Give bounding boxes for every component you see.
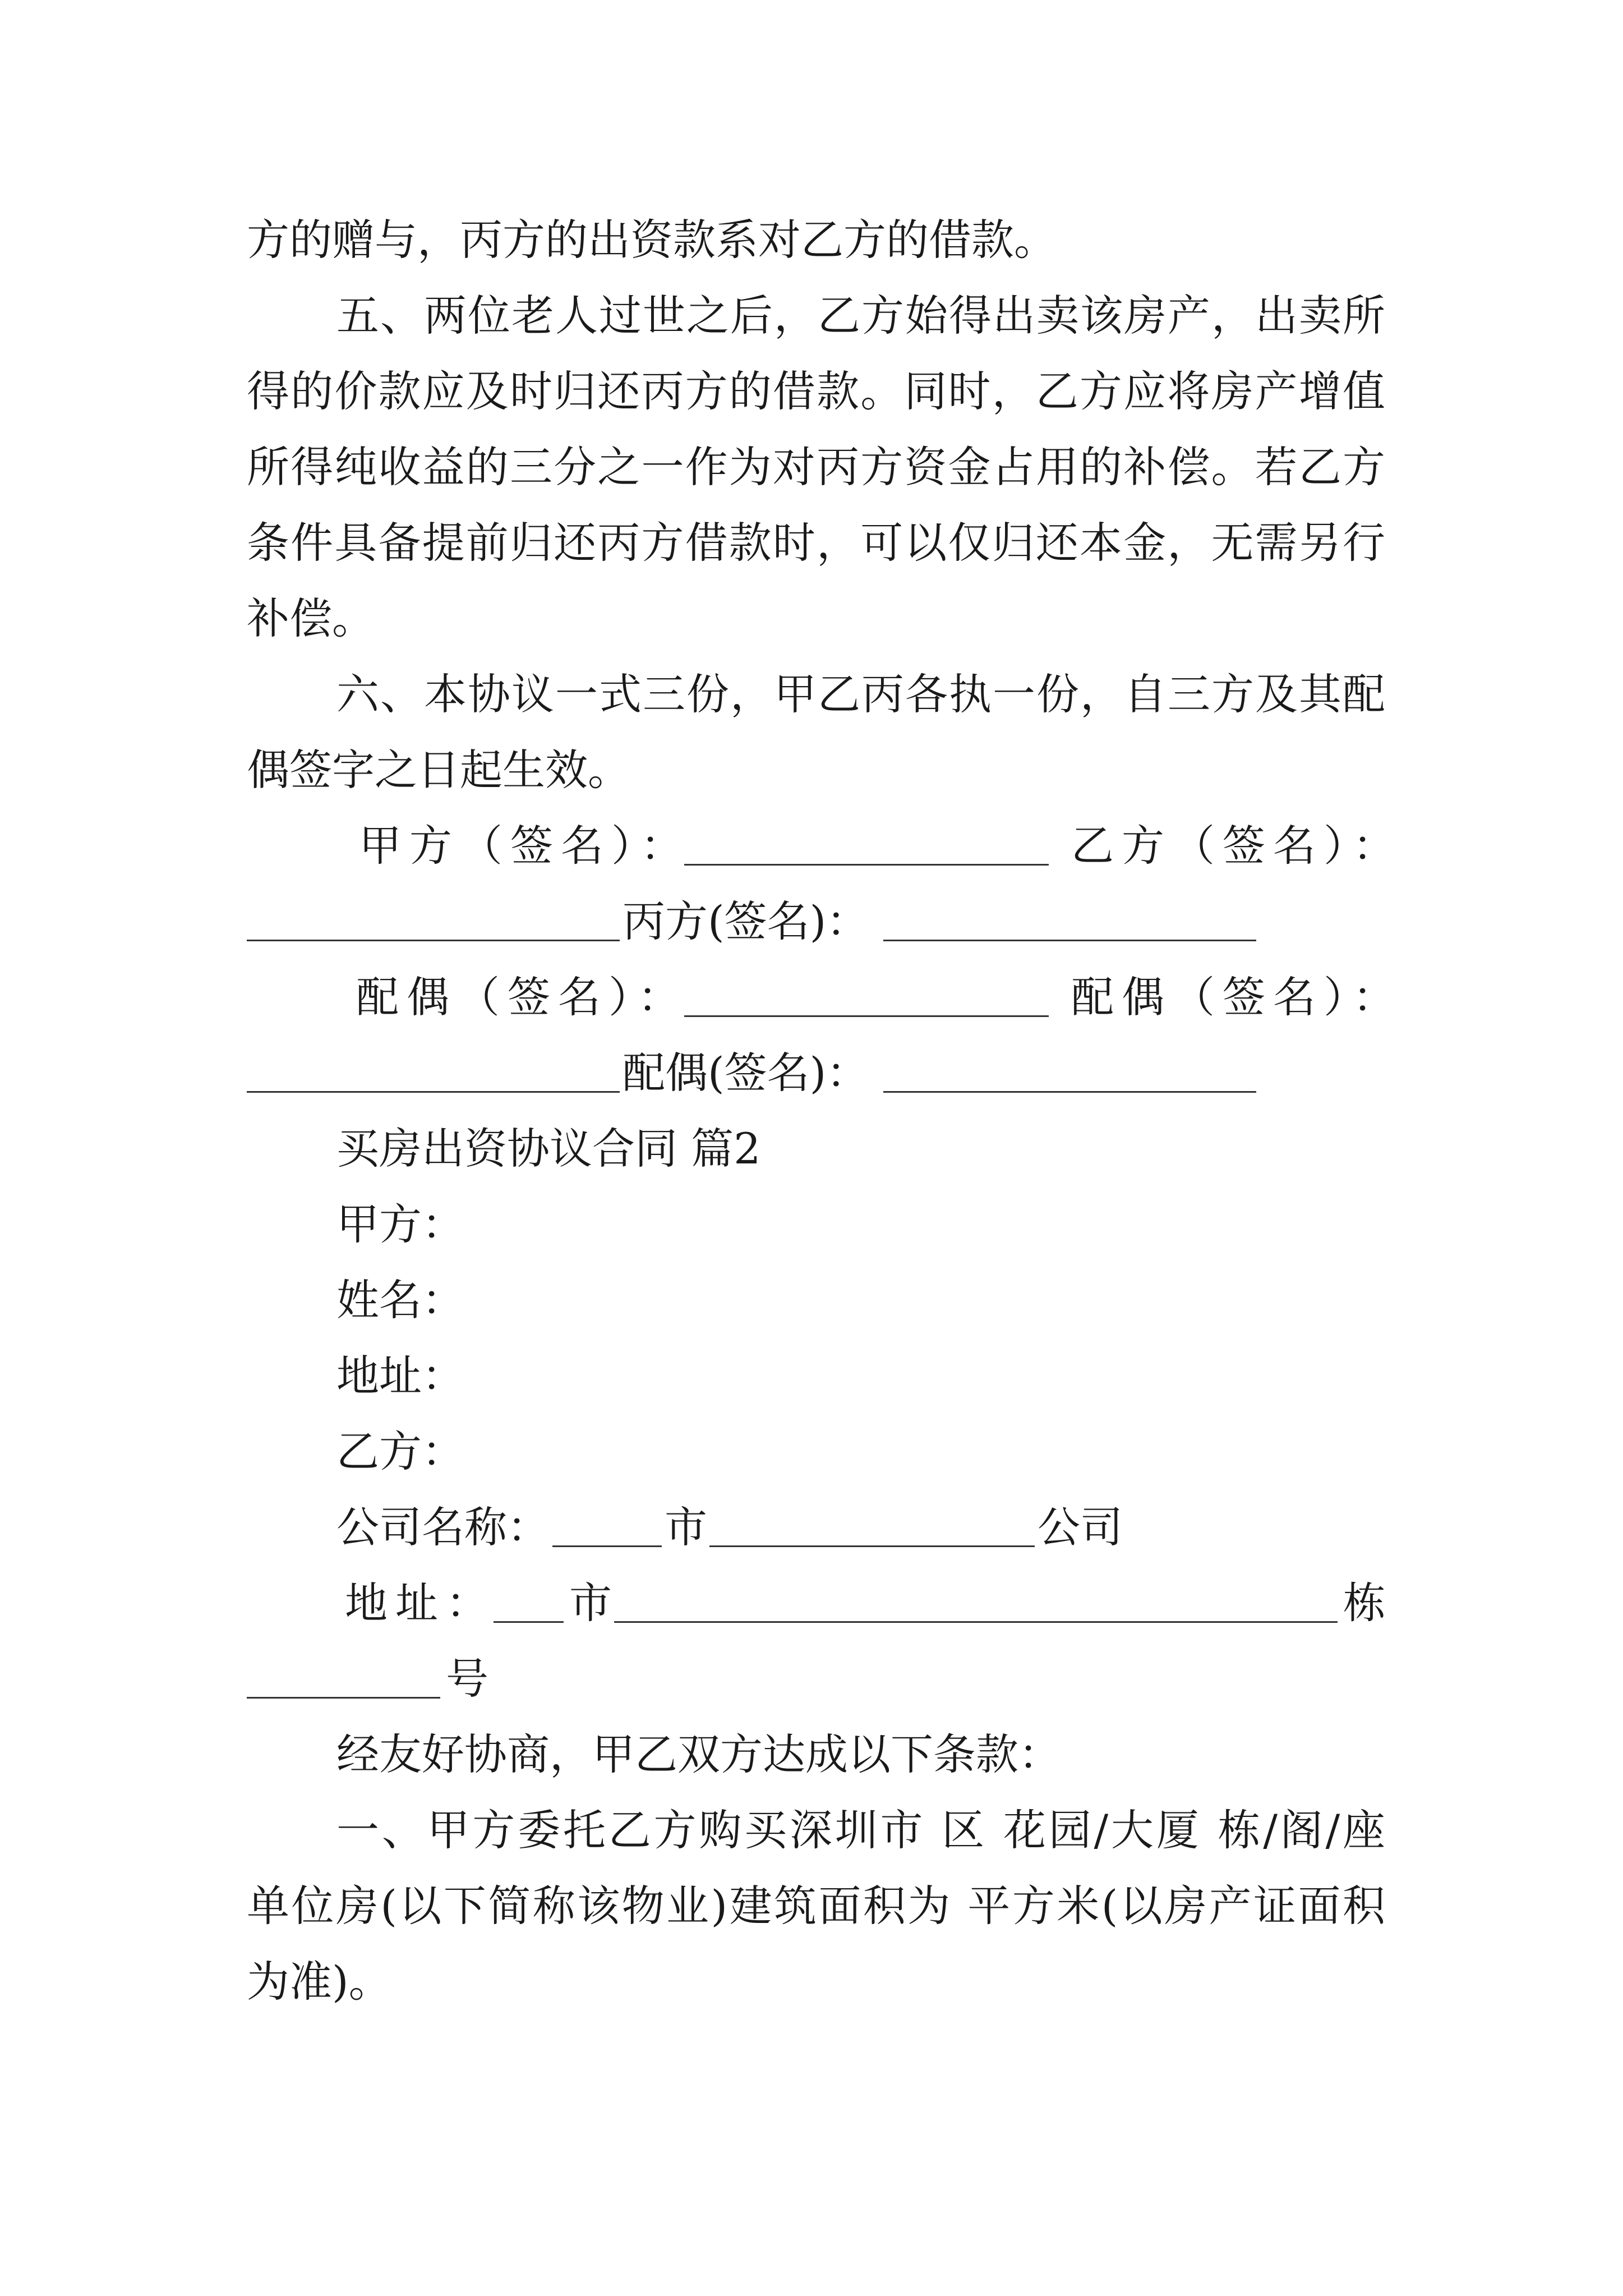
company-name-blank	[709, 1506, 1035, 1547]
clause-5-line-3: 所得纯收益的三分之一作为对丙方资金占用的补偿。若乙方	[247, 442, 1385, 492]
address-city-blank	[494, 1582, 564, 1623]
spouse-2-sign-blank	[247, 1052, 620, 1093]
clause-5-line-1: 五、两位老人过世之后，乙方始得出卖该房产，出卖所	[336, 291, 1385, 341]
address-street-blank	[614, 1582, 1338, 1623]
section-2-title: 买房出资协议合同 篇2	[336, 1124, 761, 1174]
company-city-blank	[552, 1506, 662, 1547]
address-label: 地址：	[345, 1578, 496, 1628]
party-b-sign-label: 乙方（签名）：	[1071, 821, 1403, 871]
address-field-label: 地址：	[336, 1351, 464, 1401]
spouse-3-sign-blank	[883, 1052, 1256, 1093]
clause-5-line-5: 补偿。	[247, 593, 375, 643]
company-name-label: 公司名称：	[336, 1502, 550, 1552]
text-line: 方的赠与，丙方的出资款系对乙方的借款。	[247, 215, 1057, 265]
name-field-label: 姓名：	[336, 1275, 464, 1325]
clause-5-line-4: 条件具备提前归还丙方借款时，可以仅归还本金，无需另行	[247, 518, 1385, 568]
section-2-clause-1-line-1: 一、甲方委托乙方购买深圳市 区 花园/大厦 栋/阁/座	[336, 1805, 1385, 1855]
section-2-clause-1-line-2: 单位房(以下简称该物业)建筑面积为 平方米(以房产证面积	[247, 1881, 1385, 1931]
clause-6-line-1: 六、本协议一式三份，甲乙丙各执一份，自三方及其配	[336, 669, 1385, 719]
section-2-clause-1-line-3: 为准)。	[247, 1957, 391, 2007]
clause-5-line-2: 得的价款应及时归还丙方的借款。同时，乙方应将房产增值	[247, 366, 1385, 416]
company-city-text: 市	[665, 1502, 707, 1552]
party-a-sign-blank	[684, 825, 1049, 866]
spouse-1-sign-label: 配偶（签名）：	[356, 972, 688, 1022]
spouse-3-sign-label: 配偶(签名)：	[623, 1048, 869, 1098]
company-suffix-text: 公司	[1038, 1502, 1123, 1552]
party-c-sign-label: 丙方(签名)：	[623, 896, 869, 946]
address-city-text: 市	[569, 1578, 612, 1628]
clause-6-line-2: 偶签字之日起生效。	[247, 745, 630, 795]
party-b-heading: 乙方：	[336, 1427, 464, 1476]
party-c-sign-blank	[883, 900, 1256, 941]
party-b-sign-blank	[247, 900, 620, 941]
party-a-heading: 甲方：	[336, 1199, 464, 1249]
spouse-1-sign-blank	[684, 976, 1049, 1017]
address-building-text: 栋	[1343, 1578, 1386, 1628]
address-number-text: 号	[446, 1654, 488, 1704]
address-number-blank	[247, 1658, 440, 1699]
agreement-intro: 经友好协商，甲乙双方达成以下条款：	[336, 1729, 1061, 1779]
spouse-2-sign-label: 配偶（签名）：	[1071, 972, 1403, 1022]
party-a-sign-label: 甲方（签名）：	[359, 821, 691, 871]
